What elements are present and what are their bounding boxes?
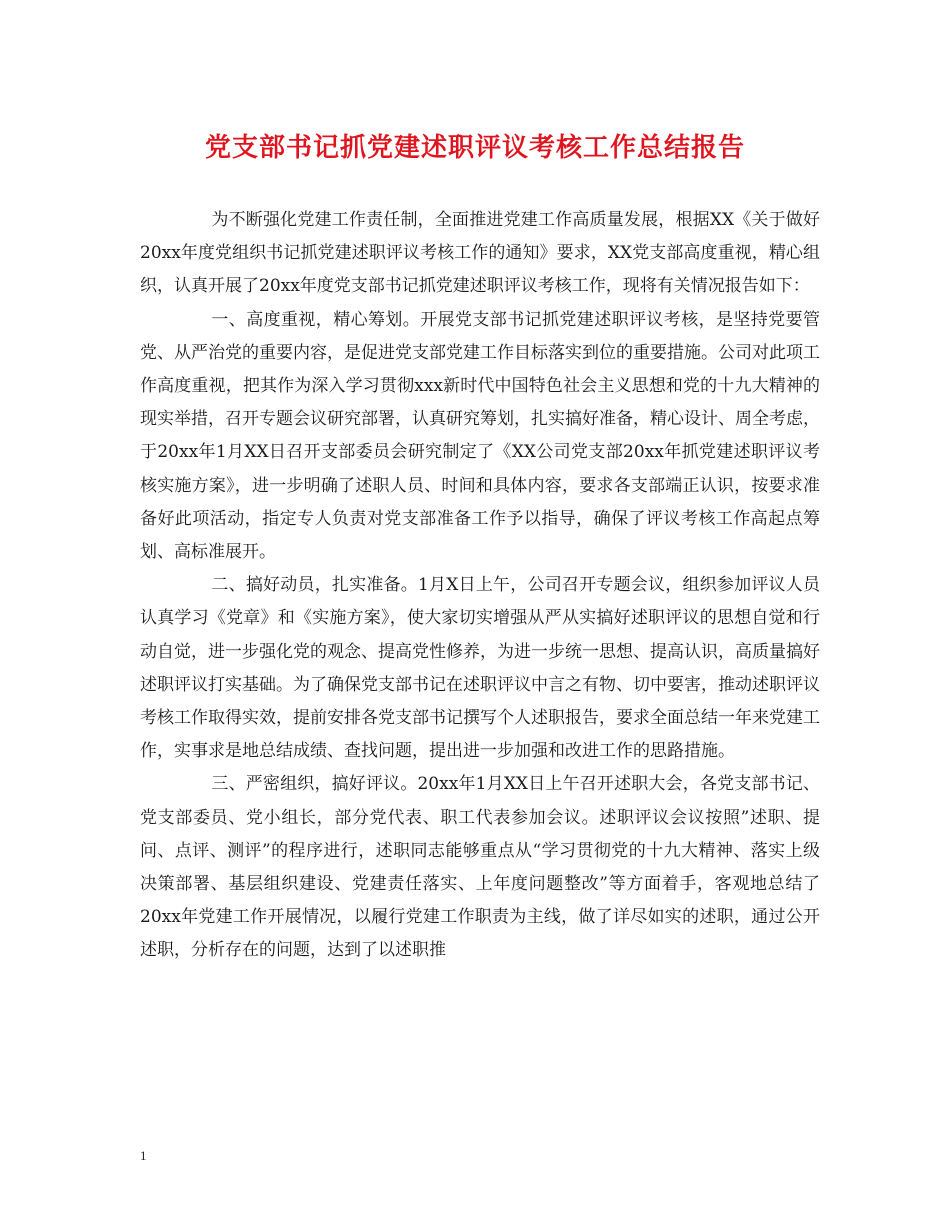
paragraph-section-3: 三、严密组织，搞好评议。20xx年1月XX日上午召开述职大会，各党支部书记、党支部委员、党小组长，部分党代表、职工代表参加会议。述职评议会议按照”述职、提问、点评、测评”的程序进行，述职同志能够重点从“学习贯彻党的十九大精神、落实上级决策部署、基层组织建设、党建责任落实、上年度问题整改”等方面着手，客观地总结了20xx年党建工作开展情况，以履行党建工作职责为主线，做了详尽如实的述职，通过公开述职，分析存在的问题，达到了以述职推 (140, 774, 820, 961)
paragraph-intro: 为不断强化党建工作责任制，全面推进党建工作高质量发展，根据XX《关于做好20xx年度党组织书记抓党建述职评议考核工作的通知》要求，XX党支部高度重视，精心组织，认真开展了20xx年度党支部书记抓党建述职评议考核工作，现将有关情况报告如下： (140, 210, 820, 297)
paragraph-section-2: 二、搞好动员，扎实准备。1月X日上午，公司召开专题会议，组织参加评议人员认真学习《党章》和《实施方案》，使大家切实增强从严从实搞好述职评议的思想自觉和行动自觉，进一步强化党的观念、提高党性修养，为进一步统一思想、提高认识，高质量搞好述职评议打实基础。为了确保党支部书记在述职评议中言之有物、切中要害，推动述职评议考核工作取得实效，提前安排各党支部书记撰写个人述职报告，要求全面总结一年来党建工作，实事求是地总结成绩、查找问题，提出进一步加强和改进工作的思路措施。 (140, 575, 820, 762)
document-title: 党支部书记抓党建述职评议考核工作总结报告 (204, 133, 745, 163)
document-body (140, 204, 820, 968)
page-number: 1 (140, 1148, 147, 1163)
paragraph-section-1: 一、高度重视，精心筹划。开展党支部书记抓党建述职评议考核，是坚持党要管党、从严治党的重要内容，是促进党支部党建工作目标落实到位的重要措施。公司对此项工作高度重视，把其作为深入学习贯彻xxx新时代中国特色社会主义思想和党的十九大精神的现实举措，召开专题会议研究部署，认真研究筹划，扎实搞好准备，精心设计、周全考虑，于20xx年1月XX日召开支部委员会研究制定了《XX公司党支部20xx年抓党建述职评议考核实施方案》，进一步明确了述职人员、时间和具体内容，要求各支部端正认识，按要求准备好此项活动，指定专人负责对党支部准备工作予以指导，确保了评议考核工作高起点筹划、高标准展开。 (140, 309, 820, 563)
